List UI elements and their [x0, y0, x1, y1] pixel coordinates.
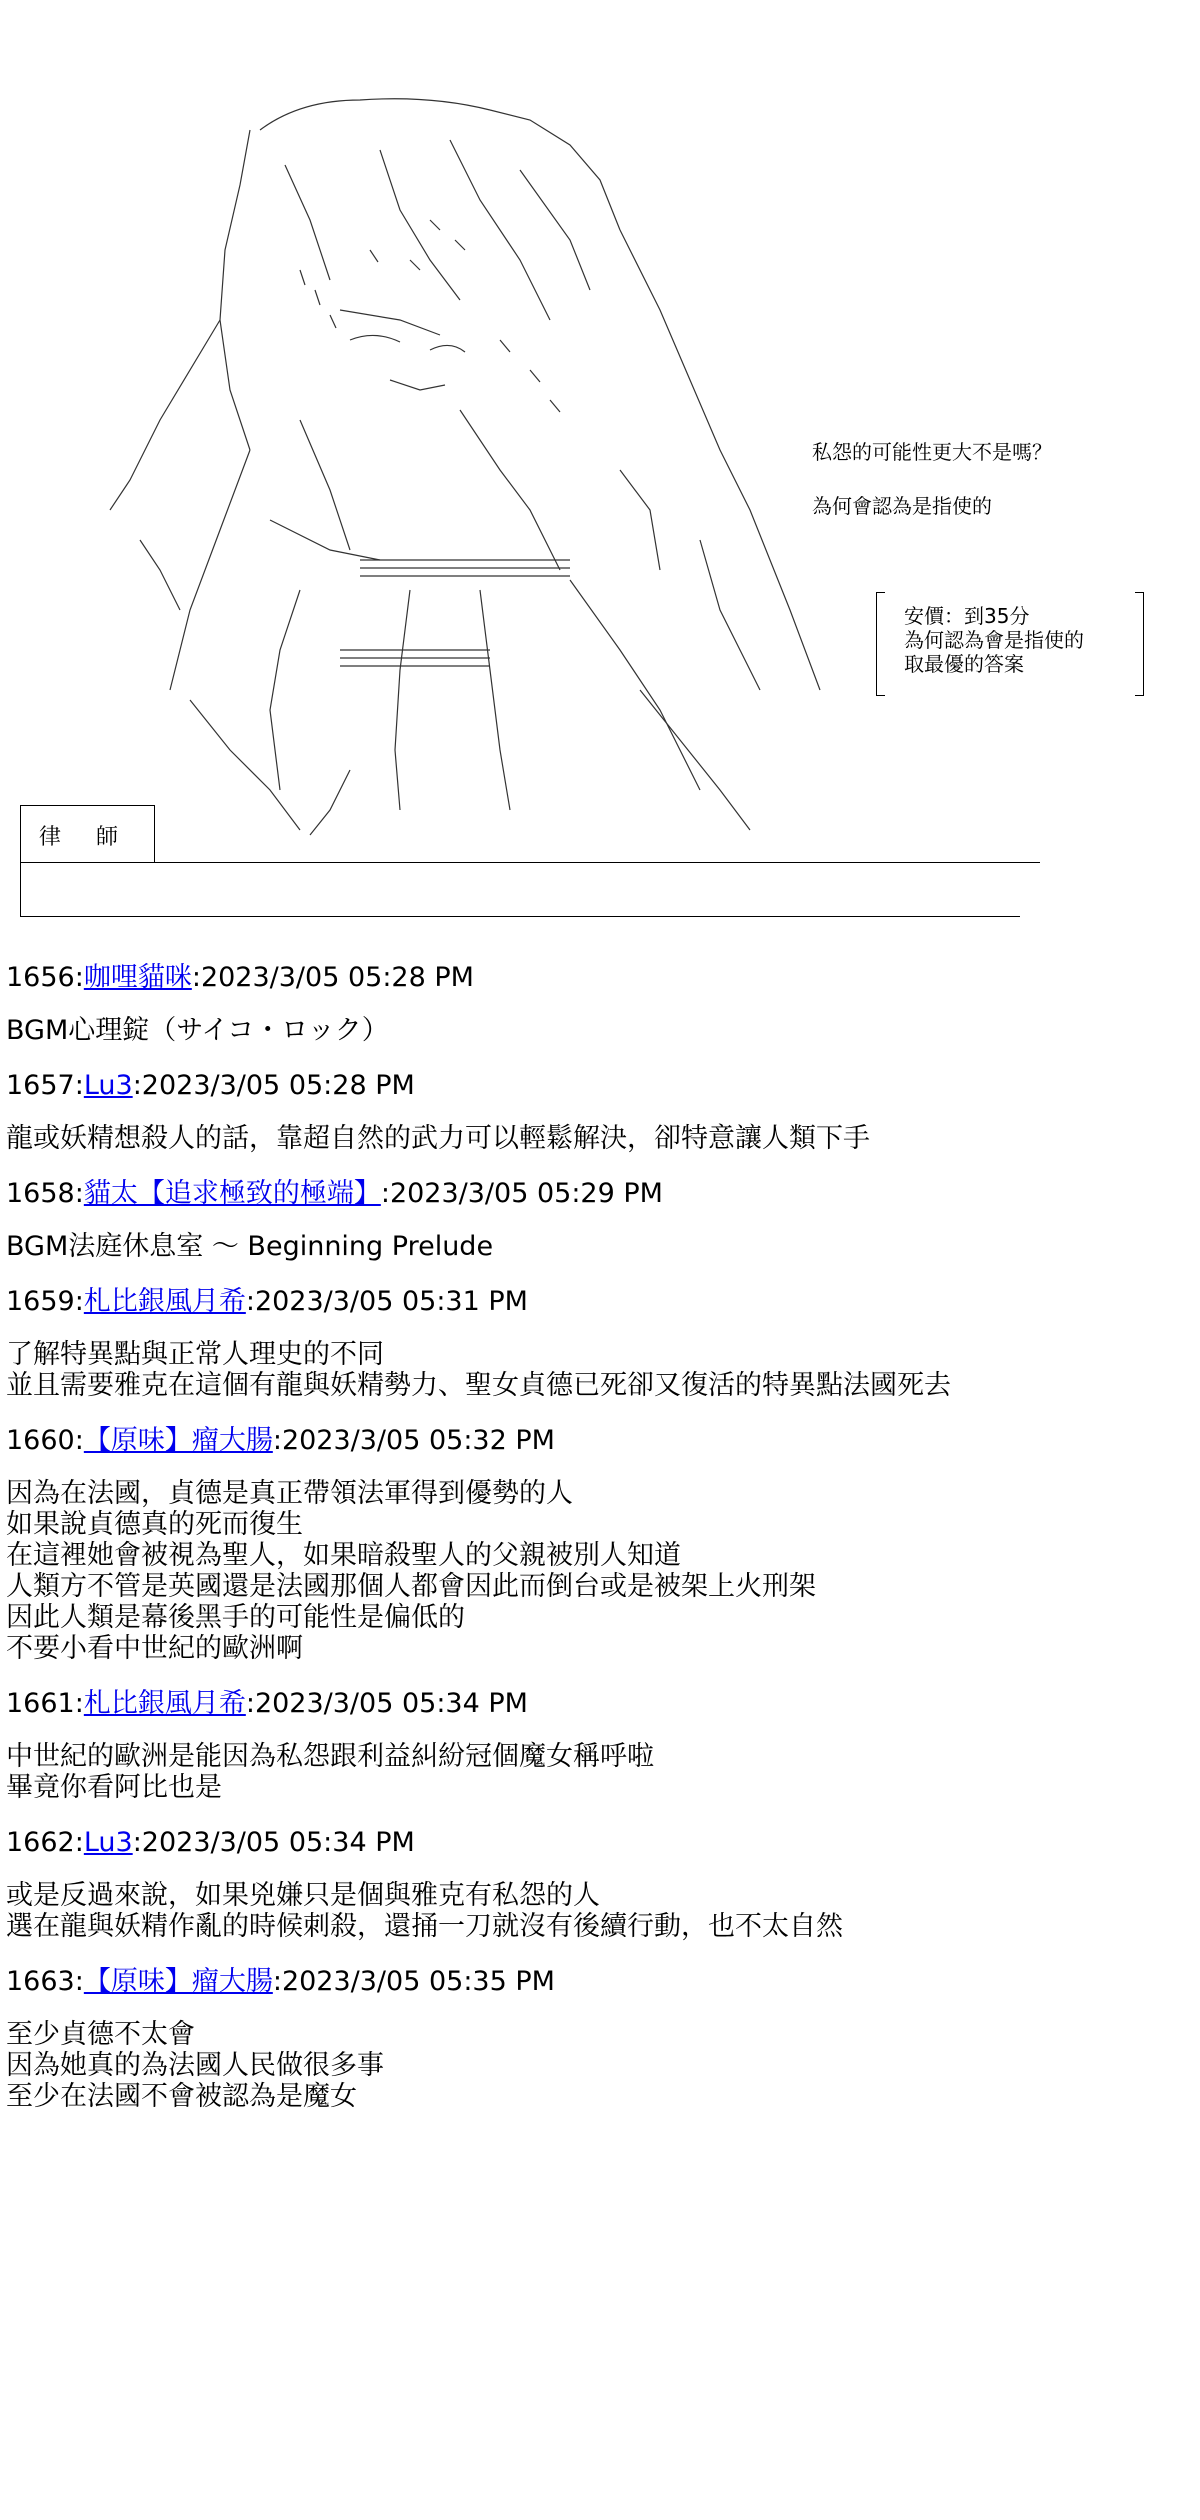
bounty-line: 取最優的答案	[904, 652, 1024, 676]
ascii-art-panel	[0, 0, 1200, 940]
post-number: 1662	[6, 1827, 75, 1858]
post-body	[6, 1339, 1196, 1401]
post-author-link[interactable]: Lu3	[83, 1827, 133, 1858]
post-author-link[interactable]: Lu3	[83, 1070, 133, 1101]
post-line: BGM法庭休息室 ～ Beginning Prelude	[6, 1231, 494, 1262]
bounty-line: 安價：到35分	[904, 604, 1030, 628]
post-timestamp: 2023/3/05 05:32 PM	[281, 1425, 555, 1456]
post-number: 1659	[6, 1286, 75, 1317]
post-timestamp: 2023/3/05 05:28 PM	[200, 962, 474, 993]
post-header: 1658:貓太【追求極致的極端】:2023/3/05 05:29 PM	[6, 1178, 663, 1209]
post	[6, 1286, 1196, 1401]
ascii-art-figure	[100, 90, 860, 850]
post-line: 至少貞德不太會	[6, 2019, 195, 2050]
post-timestamp: 2023/3/05 05:29 PM	[389, 1178, 663, 1209]
bounty-lines	[904, 604, 1084, 676]
post-header: 1661:札比銀風月希:2023/3/05 05:34 PM	[6, 1688, 528, 1719]
post-author-link[interactable]: 貓太【追求極致的極端】	[83, 1178, 381, 1209]
bounty-box	[876, 592, 1144, 696]
post-line: 因此人類是幕後黑手的可能性是偏低的	[6, 1602, 465, 1633]
post-number: 1661	[6, 1688, 75, 1719]
bracket-right	[1135, 592, 1144, 696]
desk-line	[20, 916, 1020, 917]
post-author-link[interactable]: 札比銀風月希	[83, 1688, 246, 1719]
post-number: 1658	[6, 1178, 75, 1209]
post-author-link[interactable]: 【原味】瘤大腸	[83, 1425, 273, 1456]
post-body	[6, 1478, 1196, 1664]
post-timestamp: 2023/3/05 05:34 PM	[254, 1688, 528, 1719]
post-line: 或是反過來說，如果兇嫌只是個與雅克有私怨的人	[6, 1880, 600, 1911]
post-header: 1656:咖哩貓咪:2023/3/05 05:28 PM	[6, 962, 474, 993]
post	[6, 1178, 1196, 1262]
post-line: 因為在法國，貞德是真正帶領法軍得到優勢的人	[6, 1478, 573, 1509]
lawyer-label: 律 師	[39, 825, 132, 850]
post	[6, 1827, 1196, 1942]
post-number: 1656	[6, 962, 75, 993]
post	[6, 962, 1196, 1046]
post-line: 至少在法國不會被認為是魔女	[6, 2081, 357, 2112]
post-body	[6, 1231, 1196, 1262]
post-line: 人類方不管是英國還是法國那個人都會因此而倒台或是被架上火刑架	[6, 1571, 816, 1602]
post	[6, 1070, 1196, 1154]
bracket-left	[876, 592, 885, 696]
speech-line-2: 為何會認為是指使的	[812, 494, 992, 518]
bounty-line: 為何認為會是指使的	[904, 628, 1084, 652]
post-number: 1663	[6, 1966, 75, 1997]
post-header: 1660:【原味】瘤大腸:2023/3/05 05:32 PM	[6, 1425, 555, 1456]
post-line: 龍或妖精想殺人的話，靠超自然的武力可以輕鬆解決，卻特意讓人類下手	[6, 1123, 870, 1154]
post-line: 畢竟你看阿比也是	[6, 1772, 222, 1803]
post-author-link[interactable]: 札比銀風月希	[83, 1286, 246, 1317]
post-timestamp: 2023/3/05 05:28 PM	[141, 1070, 415, 1101]
lawyer-nameplate	[20, 805, 155, 863]
post-thread	[6, 962, 1196, 2136]
post-line: 選在龍與妖精作亂的時候刺殺，還捅一刀就沒有後續行動，也不太自然	[6, 1911, 843, 1942]
post-body	[6, 1880, 1196, 1942]
post-timestamp: 2023/3/05 05:31 PM	[254, 1286, 528, 1317]
desk-line	[20, 862, 1040, 863]
post-number: 1660	[6, 1425, 75, 1456]
post-header: 1662:Lu3:2023/3/05 05:34 PM	[6, 1827, 415, 1858]
post-line: 了解特異點與正常人理史的不同	[6, 1339, 384, 1370]
post-body	[6, 1015, 1196, 1046]
post-line: 不要小看中世紀的歐洲啊	[6, 1633, 303, 1664]
post	[6, 1688, 1196, 1803]
post-header: 1657:Lu3:2023/3/05 05:28 PM	[6, 1070, 415, 1101]
desk-line	[20, 862, 21, 916]
post	[6, 1966, 1196, 2112]
post-line: 中世紀的歐洲是能因為私怨跟利益糾紛冠個魔女稱呼啦	[6, 1741, 654, 1772]
post-author-link[interactable]: 咖哩貓咪	[83, 962, 192, 993]
post-body	[6, 1741, 1196, 1803]
post-body	[6, 2019, 1196, 2112]
post-number: 1657	[6, 1070, 75, 1101]
post	[6, 1425, 1196, 1664]
post-line: BGM心理錠（サイコ・ロック）	[6, 1015, 389, 1046]
post-line: 在這裡她會被視為聖人，如果暗殺聖人的父親被別人知道	[6, 1540, 681, 1571]
post-body	[6, 1123, 1196, 1154]
post-line: 並且需要雅克在這個有龍與妖精勢力、聖女貞德已死卻又復活的特異點法國死去	[6, 1370, 951, 1401]
post-line: 因為她真的為法國人民做很多事	[6, 2050, 384, 2081]
speech-line-1: 私怨的可能性更大不是嗎？	[812, 440, 1052, 464]
post-header: 1663:【原味】瘤大腸:2023/3/05 05:35 PM	[6, 1966, 555, 1997]
post-author-link[interactable]: 【原味】瘤大腸	[83, 1966, 273, 1997]
post-timestamp: 2023/3/05 05:35 PM	[281, 1966, 555, 1997]
post-header: 1659:札比銀風月希:2023/3/05 05:31 PM	[6, 1286, 528, 1317]
post-timestamp: 2023/3/05 05:34 PM	[141, 1827, 415, 1858]
post-line: 如果說貞德真的死而復生	[6, 1509, 303, 1540]
